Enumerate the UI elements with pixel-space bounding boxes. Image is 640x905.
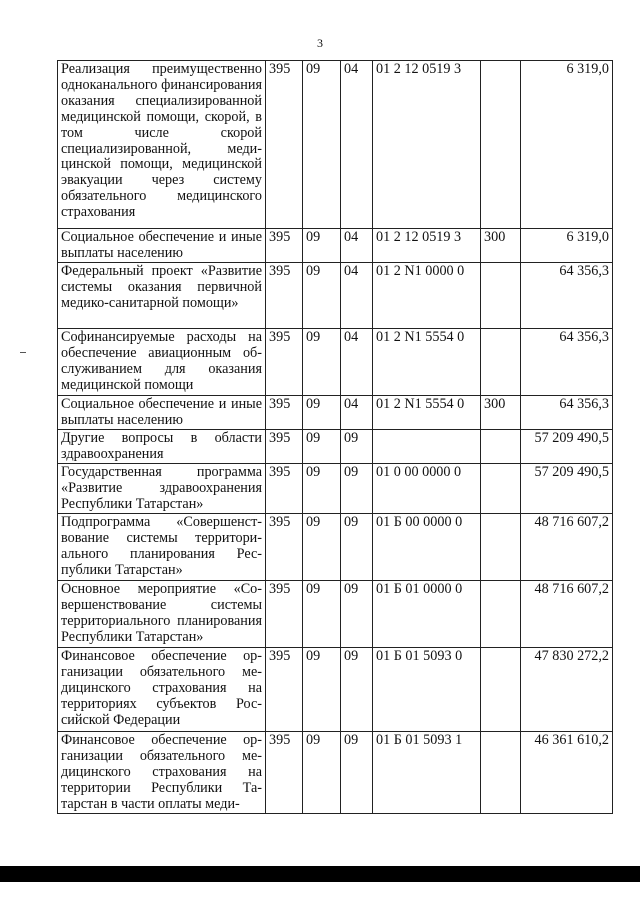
row-subsection: 04	[341, 61, 373, 229]
row-name: Реализация преимущественно одноканального финансирования оказания специализированной медицинской помощи, скорой, в том числе скорой специализированной, медицинской помощи, медицинской эвакуации через систему обязательного медицинского страхования	[58, 61, 266, 229]
row-name: Софинансируемые расходы на обеспечение авиационным обслуживанием для оказания медицинской помощи	[58, 329, 266, 396]
row-amount: 57 209 490,5	[521, 464, 613, 514]
row-subsection: 09	[341, 430, 373, 464]
table-row	[58, 464, 613, 514]
row-amount: 64 356,3	[521, 396, 613, 430]
row-kind	[481, 263, 521, 329]
row-ministry: 395	[266, 329, 303, 396]
row-ministry: 395	[266, 229, 303, 263]
row-target: 01 Б 01 0000 0	[373, 581, 481, 648]
row-name: Другие вопросы в области здравоохранения	[58, 430, 266, 464]
row-kind	[481, 581, 521, 648]
table-row	[58, 263, 613, 329]
row-kind	[481, 648, 521, 732]
scan-mark	[20, 352, 26, 353]
row-subsection: 04	[341, 396, 373, 430]
row-kind	[481, 464, 521, 514]
row-ministry: 395	[266, 581, 303, 648]
row-section: 09	[303, 514, 341, 581]
row-target	[373, 430, 481, 464]
row-section: 09	[303, 648, 341, 732]
row-kind: 300	[481, 229, 521, 263]
row-name: Финансовое обеспечение организации обязательного медицинского страхования на территориях субъектов Российской Федерации	[58, 648, 266, 732]
budget-table	[57, 60, 613, 814]
row-target: 01 2 12 0519 3	[373, 61, 481, 229]
row-target: 01 2 N1 5554 0	[373, 329, 481, 396]
row-subsection: 04	[341, 329, 373, 396]
row-section: 09	[303, 329, 341, 396]
row-name: Социальное обеспечение и иные выплаты населению	[58, 396, 266, 430]
row-target: 01 Б 00 0000 0	[373, 514, 481, 581]
row-ministry: 395	[266, 648, 303, 732]
row-amount: 57 209 490,5	[521, 430, 613, 464]
row-target: 01 Б 01 5093 1	[373, 732, 481, 814]
row-subsection: 04	[341, 229, 373, 263]
row-ministry: 395	[266, 514, 303, 581]
row-section: 09	[303, 430, 341, 464]
row-subsection: 04	[341, 263, 373, 329]
row-amount: 47 830 272,2	[521, 648, 613, 732]
row-section: 09	[303, 229, 341, 263]
row-target: 01 2 N1 5554 0	[373, 396, 481, 430]
row-amount: 64 356,3	[521, 263, 613, 329]
row-name: Подпрограмма «Совершенствование системы территориального планирования Республики Татарстан»	[58, 514, 266, 581]
row-name: Социальное обеспечение и иные выплаты населению	[58, 229, 266, 263]
row-amount: 6 319,0	[521, 61, 613, 229]
row-subsection: 09	[341, 514, 373, 581]
row-section: 09	[303, 464, 341, 514]
row-name: Финансовое обеспечение организации обязательного медицинского страхования на территории Республики Татарстан в части оплаты меди-	[58, 732, 266, 814]
row-ministry: 395	[266, 396, 303, 430]
scan-bottom-bar	[0, 866, 640, 882]
row-kind	[481, 430, 521, 464]
row-name: Основное мероприятие «Совершенствование системы территориального планирования Республики Татарстан»	[58, 581, 266, 648]
row-section: 09	[303, 61, 341, 229]
row-kind	[481, 732, 521, 814]
row-subsection: 09	[341, 581, 373, 648]
row-kind	[481, 61, 521, 229]
row-section: 09	[303, 263, 341, 329]
row-subsection: 09	[341, 732, 373, 814]
row-section: 09	[303, 396, 341, 430]
row-subsection: 09	[341, 648, 373, 732]
table-row	[58, 648, 613, 732]
table-row	[58, 229, 613, 263]
row-ministry: 395	[266, 263, 303, 329]
row-amount: 6 319,0	[521, 229, 613, 263]
table-row	[58, 61, 613, 229]
table-row	[58, 430, 613, 464]
row-target: 01 0 00 0000 0	[373, 464, 481, 514]
row-kind: 300	[481, 396, 521, 430]
row-target: 01 Б 01 5093 0	[373, 648, 481, 732]
row-amount: 64 356,3	[521, 329, 613, 396]
row-section: 09	[303, 581, 341, 648]
row-subsection: 09	[341, 464, 373, 514]
row-ministry: 395	[266, 61, 303, 229]
row-ministry: 395	[266, 430, 303, 464]
table-row	[58, 514, 613, 581]
table-row	[58, 581, 613, 648]
row-kind	[481, 329, 521, 396]
row-amount: 48 716 607,2	[521, 581, 613, 648]
row-target: 01 2 12 0519 3	[373, 229, 481, 263]
table-row	[58, 396, 613, 430]
table-row	[58, 732, 613, 814]
row-target: 01 2 N1 0000 0	[373, 263, 481, 329]
row-amount: 48 716 607,2	[521, 514, 613, 581]
row-amount: 46 361 610,2	[521, 732, 613, 814]
page-number: 3	[317, 36, 323, 50]
row-ministry: 395	[266, 464, 303, 514]
row-ministry: 395	[266, 732, 303, 814]
row-name: Государственная программа «Развитие здравоохранения Республики Татарстан»	[58, 464, 266, 514]
table-row	[58, 329, 613, 396]
row-name: Федеральный проект «Развитие системы оказания первичной медико-санитарной помощи»	[58, 263, 266, 329]
row-section: 09	[303, 732, 341, 814]
row-kind	[481, 514, 521, 581]
